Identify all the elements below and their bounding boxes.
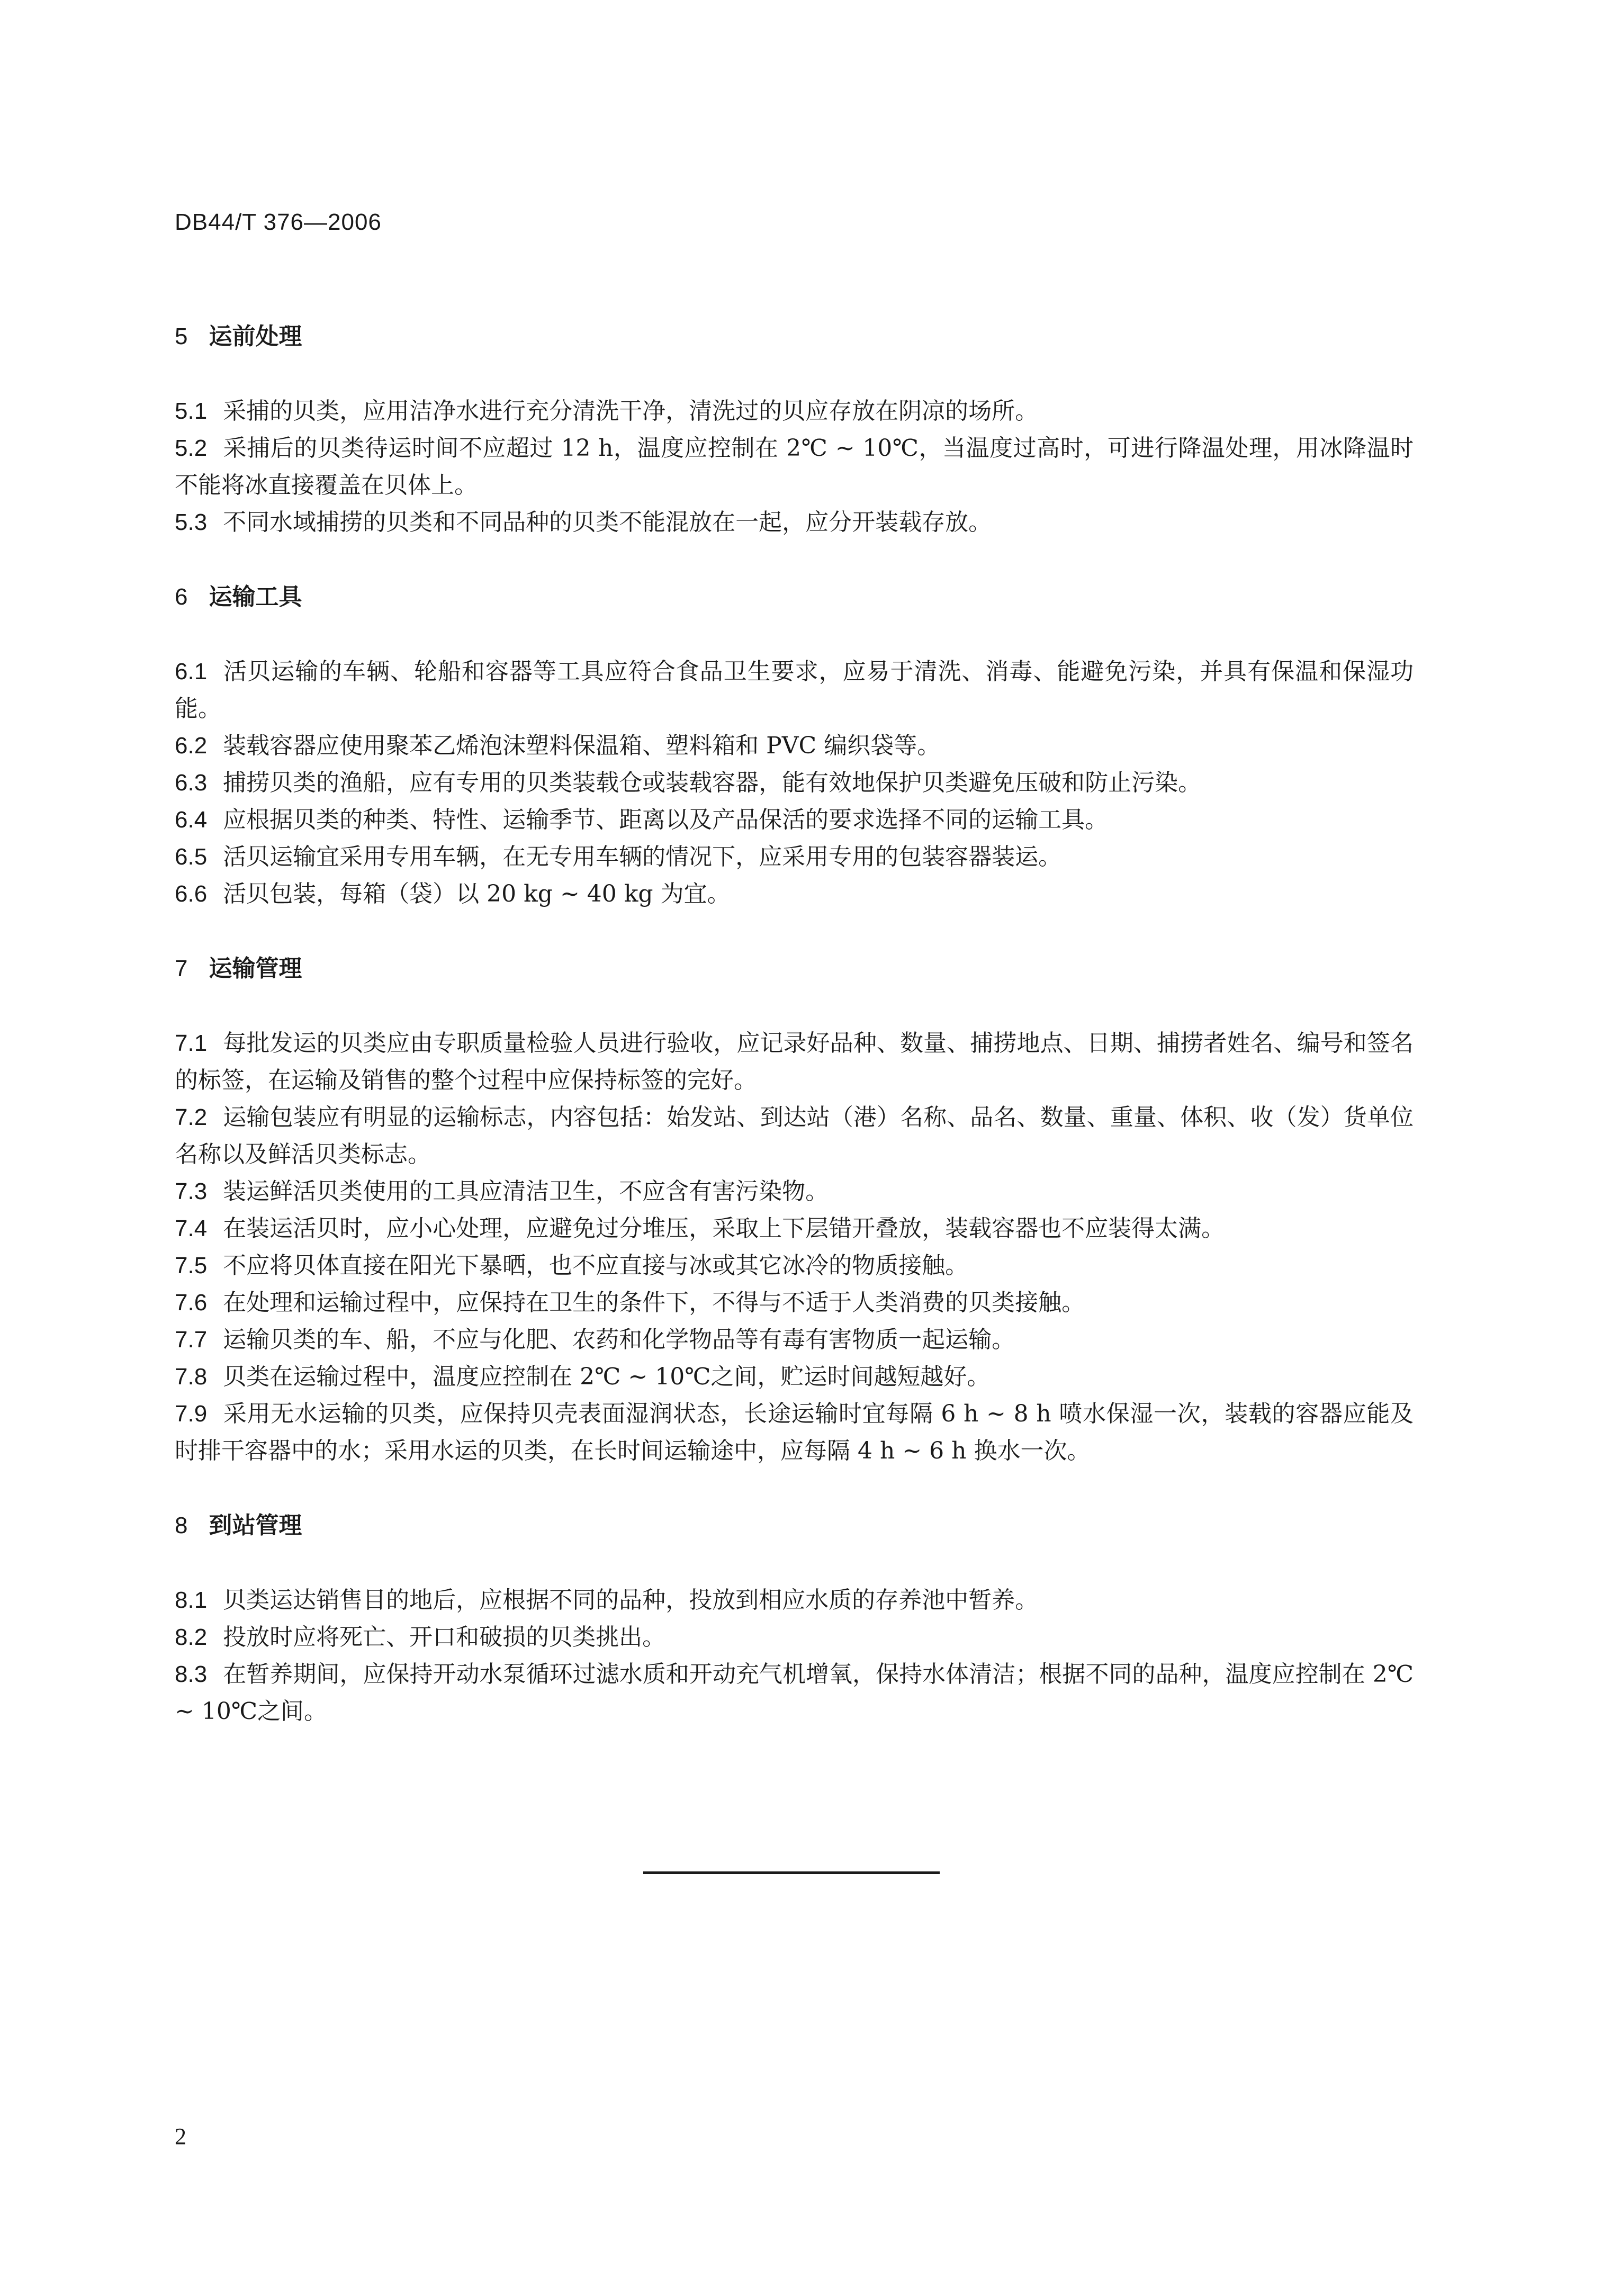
section-5: [175, 318, 1414, 541]
clause-text: 不同水域捕捞的贝类和不同品种的贝类不能混放在一起，应分开装载存放。: [223, 509, 992, 536]
clause-number: 7.7: [175, 1327, 208, 1353]
clause: [175, 1321, 1414, 1358]
page-number: 2: [175, 2123, 186, 2149]
clause-text: 不应将贝体直接在阳光下暴晒，也不应直接与冰或其它冰冷的物质接触。: [223, 1252, 969, 1279]
section-number: 5: [175, 323, 188, 349]
section-heading: 运输工具: [209, 583, 302, 610]
clause-number: 5.2: [175, 435, 208, 461]
clause-text: 活贝运输宜采用专用车辆，在无专用车辆的情况下，应采用专用的包装容器装运。: [223, 843, 1062, 870]
section-8: [175, 1507, 1414, 1730]
section-heading: 运前处理: [209, 323, 302, 350]
clause: [175, 1358, 1414, 1395]
clause-text: 捕捞贝类的渔船，应有专用的贝类装载仓或装载容器，能有效地保护贝类避免压破和防止污染。: [223, 769, 1202, 796]
clause: [175, 876, 1414, 913]
clause-text: 在装运活贝时，应小心处理，应避免过分堆压，采取上下层错开叠放，装载容器也不应装得太满。: [223, 1215, 1225, 1242]
clause-text: 运输包装应有明显的运输标志，内容包括：始发站、到达站（港）名称、品名、数量、重量、体积、收（发）货单位名称以及鲜活贝类标志。: [175, 1104, 1414, 1168]
clause-number: 8.1: [175, 1587, 208, 1613]
clause-number: 7.6: [175, 1290, 208, 1316]
clause-number: 8.2: [175, 1624, 208, 1650]
clause: [175, 1395, 1414, 1470]
clause-number: 7.9: [175, 1401, 208, 1427]
clause: [175, 1582, 1414, 1619]
clause-text: 活贝包装，每箱（袋）以 20 kg ~ 40 kg 为宜。: [223, 880, 731, 907]
document-body: [175, 318, 1414, 1767]
clause-number: 5.1: [175, 398, 208, 424]
section-6: [175, 578, 1414, 913]
clause-text: 装运鲜活贝类使用的工具应清洁卫生，不应含有害污染物。: [223, 1178, 829, 1205]
section-title: [175, 318, 1414, 356]
clause-number: 7.3: [175, 1178, 208, 1204]
clause: [175, 1210, 1414, 1247]
clause-text: 采捕后的贝类待运时间不应超过 12 h，温度应控制在 2℃ ~ 10℃，当温度过高时，可进行降温处理，用冰降温时不能将冰直接覆盖在贝体上。: [175, 435, 1414, 499]
clause: [175, 1284, 1414, 1321]
clause: [175, 393, 1414, 430]
clause: [175, 1099, 1414, 1173]
section-number: 8: [175, 1512, 188, 1538]
clause-number: 5.3: [175, 509, 208, 535]
clause-number: 7.8: [175, 1364, 208, 1390]
section-title: [175, 578, 1414, 616]
clause-text: 在处理和运输过程中，应保持在卫生的条件下，不得与不适于人类消费的贝类接触。: [223, 1289, 1085, 1316]
clause-text: 活贝运输的车辆、轮船和容器等工具应符合食品卫生要求，应易于清洗、消毒、能避免污染，并具有保温和保湿功能。: [175, 658, 1414, 722]
section-heading: 运输管理: [209, 955, 302, 982]
clause-text: 装载容器应使用聚苯乙烯泡沫塑料保温箱、塑料箱和 PVC 编织袋等。: [223, 732, 941, 759]
clause: [175, 764, 1414, 802]
clause-text: 投放时应将死亡、开口和破损的贝类挑出。: [223, 1624, 666, 1651]
clause-text: 采捕的贝类，应用洁净水进行充分清洗干净，清洗过的贝应存放在阴凉的场所。: [223, 398, 1039, 425]
clause-number: 6.2: [175, 733, 208, 759]
clause-number: 8.3: [175, 1661, 208, 1687]
clause-number: 6.4: [175, 807, 208, 833]
clause: [175, 1619, 1414, 1656]
document-code: DB44/T 376—2006: [175, 209, 382, 235]
section-number: 7: [175, 956, 188, 982]
clause-number: 7.4: [175, 1215, 208, 1241]
clause: [175, 504, 1414, 541]
section-7: [175, 950, 1414, 1470]
clause-number: 7.5: [175, 1253, 208, 1278]
clause: [175, 653, 1414, 727]
clause: [175, 1247, 1414, 1284]
clause-text: 贝类在运输过程中，温度应控制在 2℃ ~ 10℃之间，贮运时间越短越好。: [223, 1363, 991, 1390]
clause-text: 应根据贝类的种类、特性、运输季节、距离以及产品保活的要求选择不同的运输工具。: [223, 806, 1109, 833]
clause-number: 6.1: [175, 659, 208, 685]
section-number: 6: [175, 584, 188, 610]
clause: [175, 1656, 1414, 1730]
end-of-text-rule: [643, 1871, 940, 1874]
clause-number: 6.3: [175, 770, 208, 796]
clause: [175, 430, 1414, 504]
clause-text: 每批发运的贝类应由专职质量检验人员进行验收，应记录好品种、数量、捕捞地点、日期、捕捞者姓名、编号和签名的标签，在运输及销售的整个过程中应保持标签的完好。: [175, 1030, 1414, 1094]
clause-number: 7.1: [175, 1030, 208, 1056]
clause-number: 6.6: [175, 881, 208, 907]
clause-text: 在暂养期间，应保持开动水泵循环过滤水质和开动充气机增氧，保持水体清洁；根据不同的品种，温度应控制在 2℃ ~ 10℃之间。: [175, 1661, 1414, 1725]
clause-text: 运输贝类的车、船，不应与化肥、农药和化学物品等有毒有害物质一起运输。: [223, 1326, 1015, 1353]
clause: [175, 727, 1414, 764]
clause-text: 采用无水运输的贝类，应保持贝壳表面湿润状态，长途运输时宜每隔 6 h ~ 8 h 喷水保湿一次，装载的容器应能及时排干容器中的水；采用水运的贝类，在长时间运输途中，应每隔 4 h ~ 6 h 换水一次。: [175, 1400, 1414, 1464]
section-title: [175, 1507, 1414, 1545]
clause: [175, 1173, 1414, 1210]
clause-number: 7.2: [175, 1104, 208, 1130]
clause-text: 贝类运达销售目的地后，应根据不同的品种，投放到相应水质的存养池中暂养。: [223, 1587, 1039, 1614]
clause: [175, 839, 1414, 876]
clause: [175, 802, 1414, 839]
section-title: [175, 950, 1414, 988]
clause-number: 6.5: [175, 844, 208, 870]
section-heading: 到站管理: [209, 1512, 302, 1539]
clause: [175, 1025, 1414, 1099]
